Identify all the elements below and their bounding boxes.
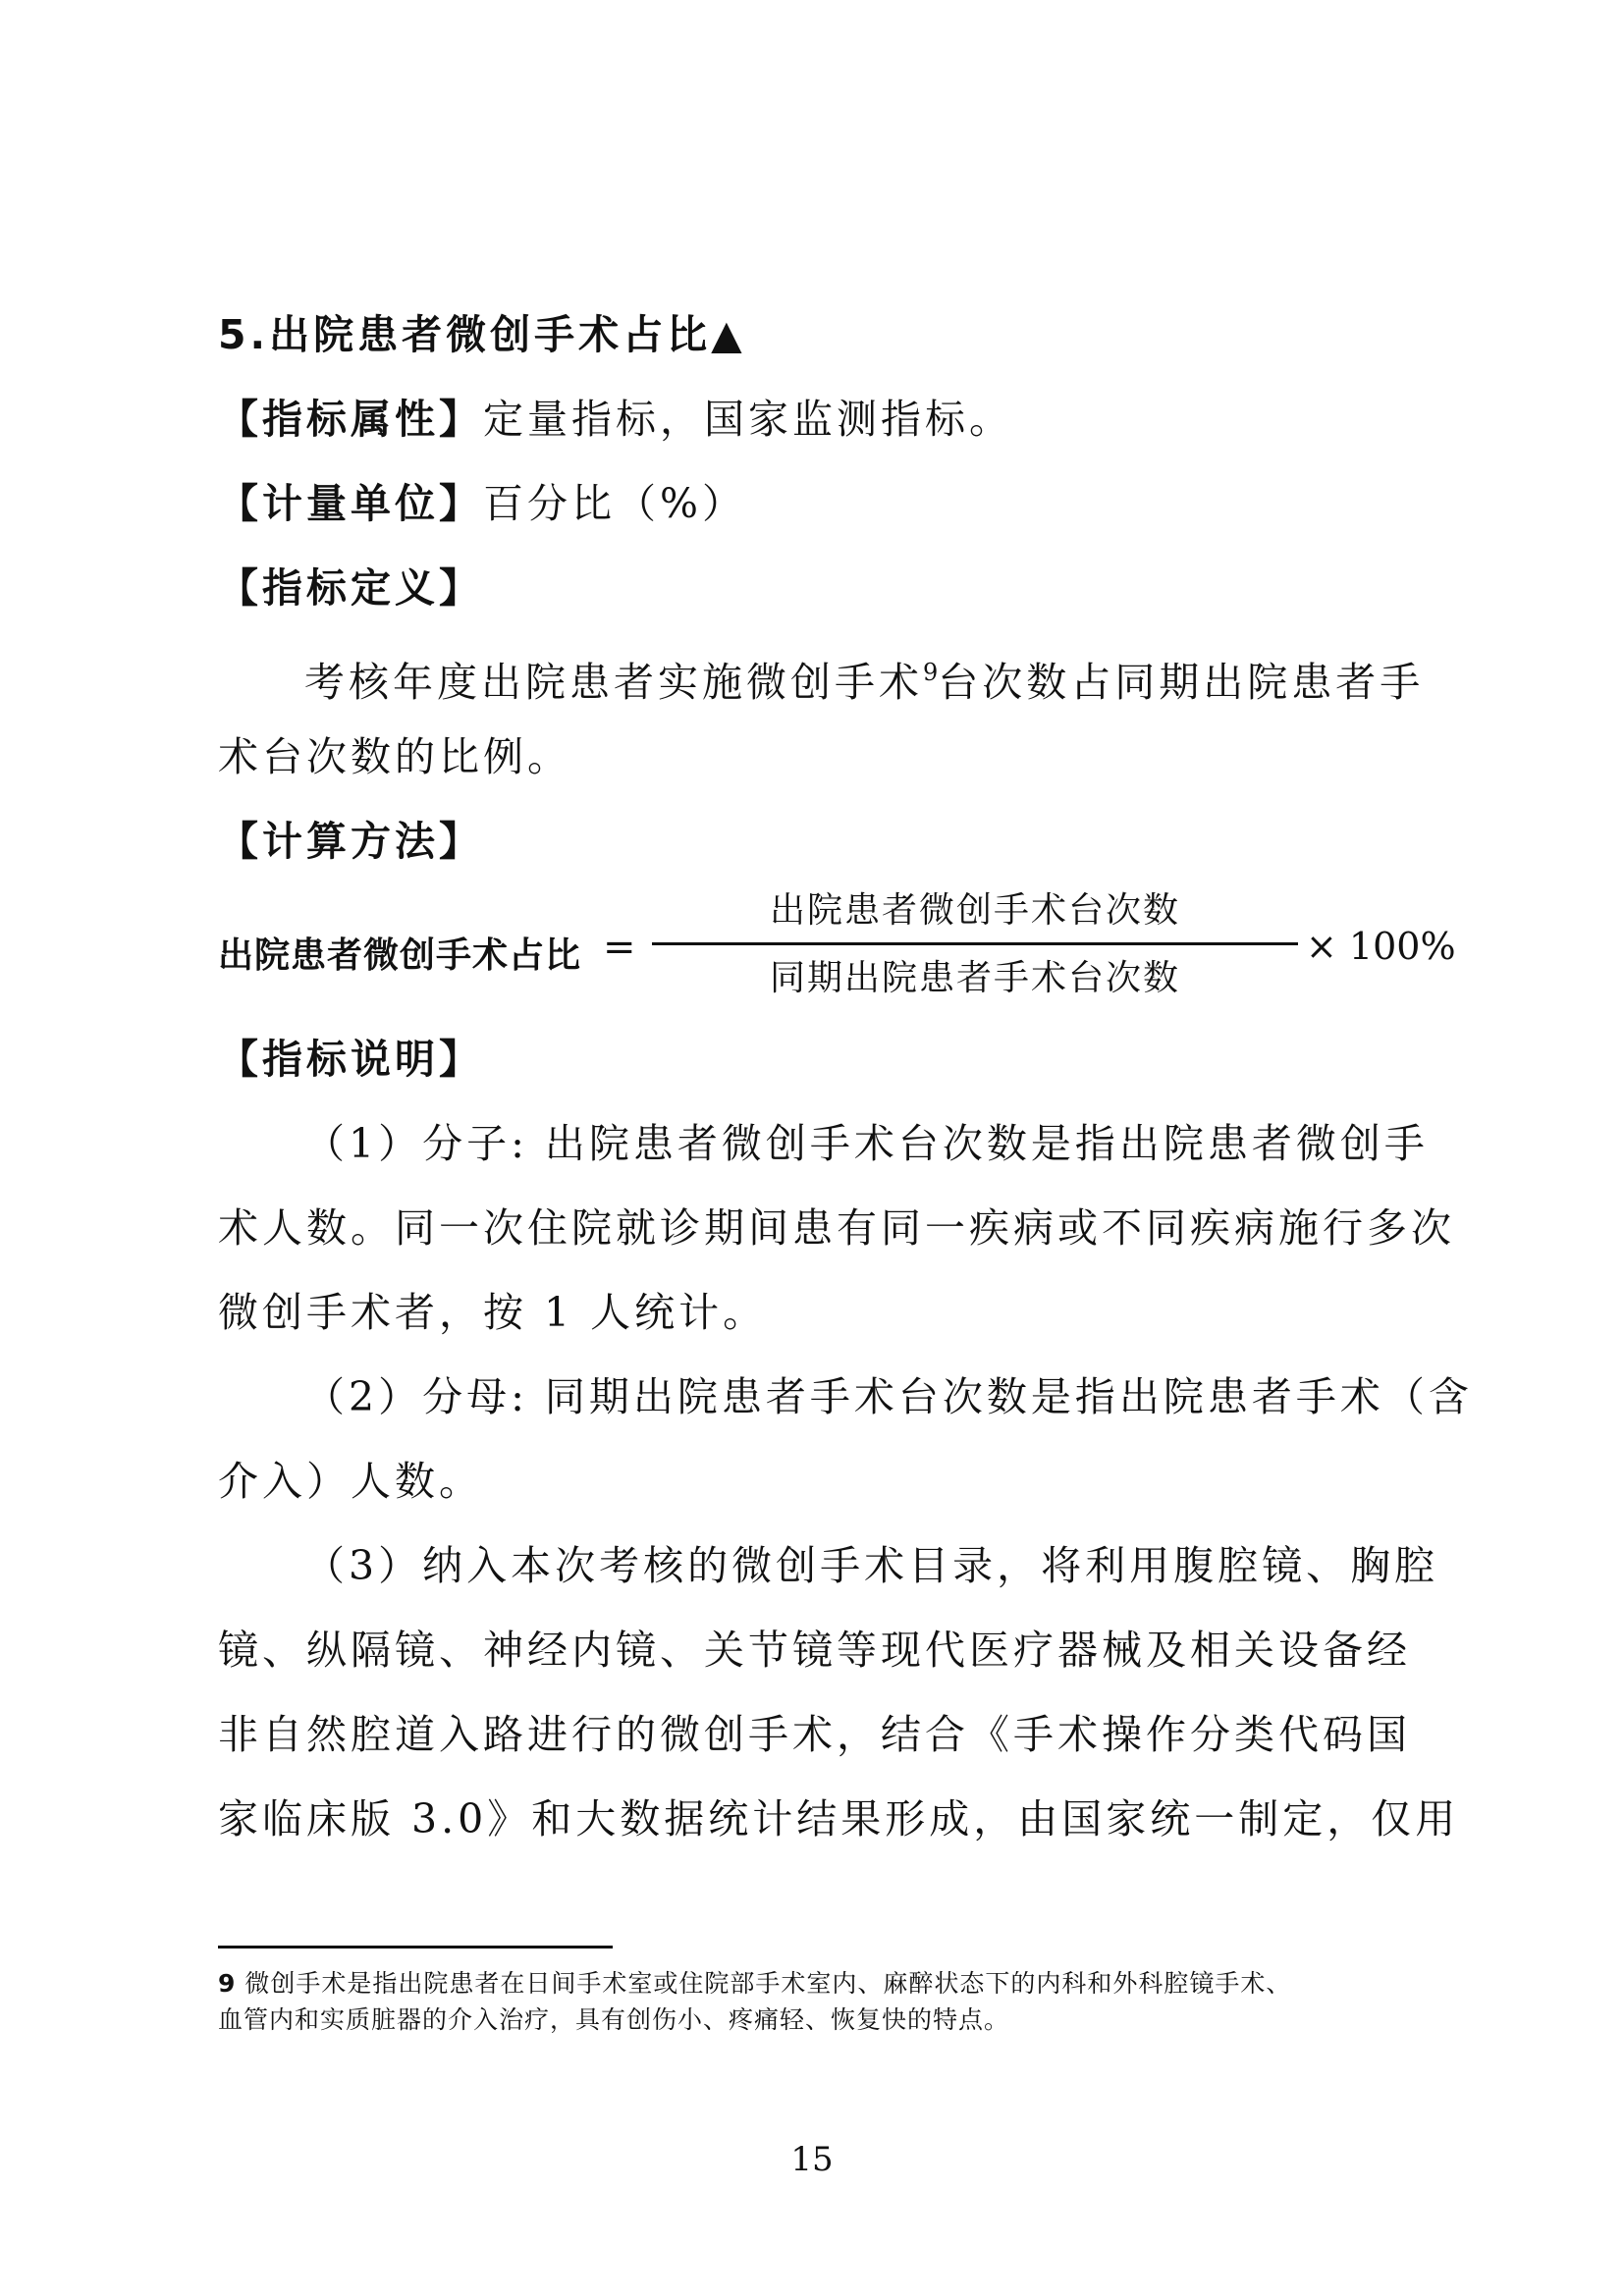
attr-text: 定量指标，国家监测指标。 xyxy=(483,396,1013,443)
method-label: 【计算方法】 xyxy=(218,818,483,865)
definition-line-2: 术台次数的比例。 xyxy=(218,733,571,780)
explain-p1-line-3: 微创手术者，按 1 人统计。 xyxy=(218,1289,768,1336)
fraction-bar xyxy=(652,942,1298,945)
unit-text: 百分比（%） xyxy=(483,480,746,527)
formula-lhs: 出院患者微创手术占比 xyxy=(218,935,582,976)
footnote-line-1 xyxy=(218,1966,1455,2002)
formula xyxy=(218,885,1456,1013)
attr-row xyxy=(218,391,1435,448)
formula-denominator: 同期出院患者手术台次数 xyxy=(769,958,1180,998)
footnote-divider xyxy=(218,1946,613,1949)
page-number: 15 xyxy=(790,2140,834,2179)
formula-equals: = xyxy=(603,925,636,970)
explain-p1-line-1: （1）分子: 出院患者微创手术台次数是指出院患者微创手 xyxy=(304,1120,1429,1167)
attr-label: 【指标属性】 xyxy=(218,396,483,443)
definition-text-a: 考核年度出院患者实施微创手术 xyxy=(304,659,923,706)
explain-p2-line-1: （2）分母: 同期出院患者手术台次数是指出院患者手术（含 xyxy=(304,1373,1473,1420)
explain-p3-line-2: 镜、纵隔镜、神经内镜、关节镜等现代医疗器械及相关设备经 xyxy=(218,1627,1411,1674)
explain-label: 【指标说明】 xyxy=(218,1036,483,1083)
footnote-ref: 9 xyxy=(923,659,939,686)
footnote-text-1: 微创手术是指出院患者在日间手术室或住院部手术室内、麻醉状态下的内科和外科腔镜手术、 xyxy=(244,1969,1292,1998)
explain-p3-line-3: 非自然腔道入路进行的微创手术，结合《手术操作分类代码国 xyxy=(218,1711,1411,1758)
section-heading: 5.出院患者微创手术占比▲ xyxy=(218,311,746,358)
unit-row xyxy=(218,475,1435,532)
definition-label: 【指标定义】 xyxy=(218,564,483,612)
footnote-number: 9 xyxy=(218,1969,237,1998)
explain-p3-line-1: （3）纳入本次考核的微创手术目录，将利用腹腔镜、胸腔 xyxy=(304,1542,1439,1589)
formula-fraction xyxy=(652,885,1298,1004)
footnote-line-2: 血管内和实质脏器的介入治疗，具有创伤小、疼痛轻、恢复快的特点。 xyxy=(218,2005,1010,2034)
definition-text-b: 台次数占同期出院患者手 xyxy=(938,659,1425,706)
explain-p1-line-2: 术人数。同一次住院就诊期间患有同一疾病或不同疾病施行多次 xyxy=(218,1204,1455,1252)
formula-times: × 100% xyxy=(1306,925,1456,968)
formula-numerator: 出院患者微创手术台次数 xyxy=(769,890,1180,931)
explain-p3-line-4: 家临床版 3.0》和大数据统计结果形成，由国家统一制定，仅用 xyxy=(218,1795,1460,1842)
explain-p2-line-2: 介入）人数。 xyxy=(218,1458,483,1505)
definition-line-1 xyxy=(304,644,1435,711)
unit-label: 【计量单位】 xyxy=(218,480,483,527)
